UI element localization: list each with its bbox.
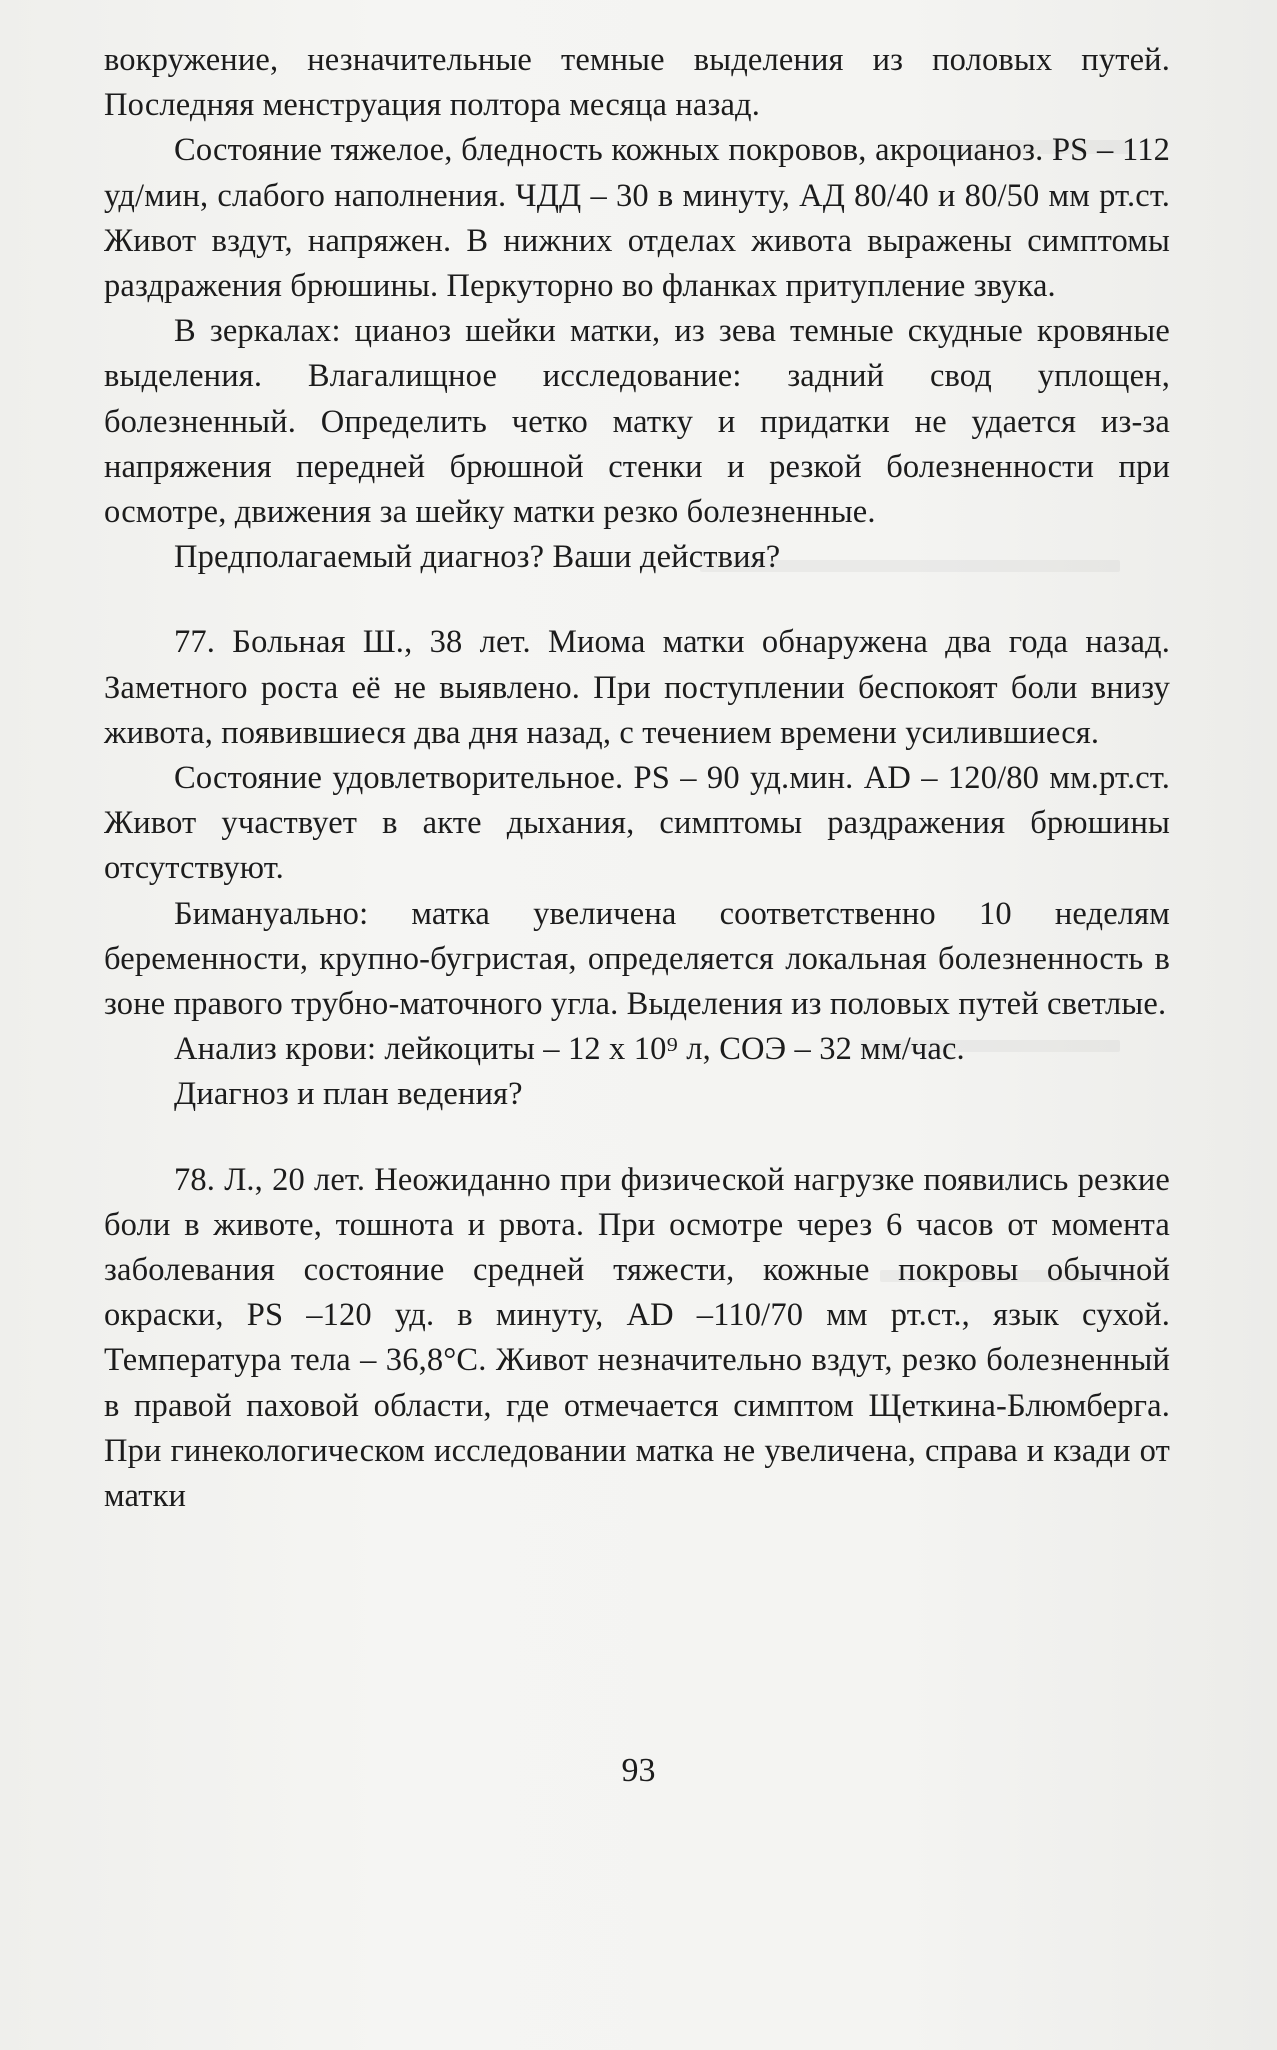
page-number: 93 — [621, 1752, 656, 1789]
paragraph-examination: В зеркалах: цианоз шейки матки, из зева темные скудные кровяные выделения. Влагалищное исследование: задний свод уплощен, болезненный. Определить четко матку и придатки не удается из-за напряжения передней брюшной стенки и резкой болезненности при осмотре, движения за шейку матки резко болезненные. — [104, 313, 1170, 531]
page-text — [104, 38, 1170, 1519]
case-77-bimanual: Бимануально: матка увеличена соответственно 10 неделям беременности, крупно-бугристая, определяется локальная болезненность в зоне правого трубно-маточного угла. Выделения из половых путей светлые. — [104, 895, 1170, 1023]
case-78-intro: 78. Л., 20 лет. Неожиданно при физической нагрузке появились резкие боли в животе, тошнота и рвота. При осмотре через 6 часов от момента заболевания состояние средней тяжести, кожные покровы обычной окраски, PS –120 уд. в минуту, AD –110/70 мм рт.ст., язык сухой. Температура тела – 36,8°C. Живот незначительно вздут, резко болезненный в правой паховой области, где отмечается симптом Щеткина-Блюмберга. При гинекологическом исследовании матка не увеличена, справа и кзади от матки — [104, 1161, 1170, 1515]
case-77-condition: Состояние удовлетворительное. PS – 90 уд.мин. AD – 120/80 мм.рт.ст. Живот участвует в акте дыхания, симптомы раздражения брюшины отсутствуют. — [104, 760, 1170, 887]
case-77-blood-test: Анализ крови: лейкоциты – 12 х 10⁹ л, СОЭ – 32 мм/час. — [174, 1031, 965, 1068]
paragraph-question: Предполагаемый диагноз? Ваши действия? — [174, 539, 781, 576]
paragraph-condition: Состояние тяжелое, бледность кожных покровов, акроцианоз. PS – 112 уд/мин, слабого наполнения. ЧДД – 30 в минуту, АД 80/40 и 80/50 мм рт.ст. Живот вздут, напряжен. В нижних отделах живота выражены симптомы раздражения брюшины. Перкуторно во фланках притупление звука. — [104, 132, 1170, 305]
case-77-intro: 77. Больная Ш., 38 лет. Миома матки обнаружена два года назад. Заметного роста её не выявлено. При поступлении беспокоят боли внизу живота, появившиеся два дня назад, с течением времени усилившиеся. — [104, 624, 1170, 751]
paragraph-continuation: вокружение, незначительные темные выделения из половых путей. Последняя менструация полтора месяца назад. — [104, 42, 1170, 124]
case-77-question: Диагноз и план ведения? — [174, 1076, 523, 1113]
